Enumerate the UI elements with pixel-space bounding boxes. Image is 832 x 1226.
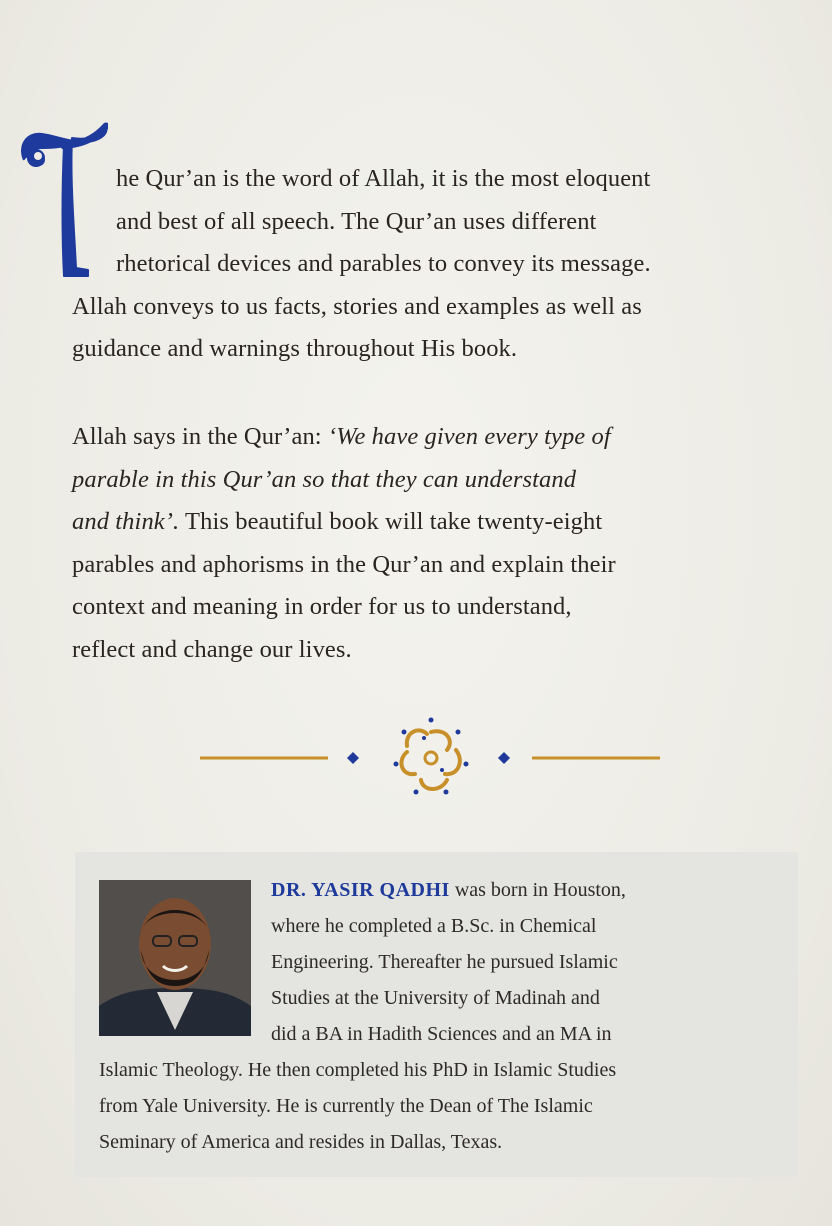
bio-line: Engineering. Thereafter he pursued Islamic: [271, 951, 618, 973]
intro-line: rhetorical devices and parables to convey its message.: [116, 250, 651, 277]
author-bio-text: [99, 872, 789, 1160]
bio-line: Islamic Theology. He then completed his PhD in Islamic Studies: [99, 1059, 617, 1081]
intro-line: he Qur’an is the word of Allah, it is the most eloquent: [116, 165, 651, 192]
quran-quote: and think’.: [72, 508, 180, 535]
book-description: reflect and change our lives.: [72, 635, 352, 663]
book-description: context and meaning in order for us to understand,: [72, 593, 572, 620]
quote-paragraph: [72, 416, 792, 671]
book-description: This beautiful book will take twenty-eight: [179, 508, 603, 535]
bio-line: was born in Houston,: [449, 879, 626, 901]
bio-line: where he completed a B.Sc. in Chemical: [271, 915, 597, 937]
author-bio-box: [75, 852, 798, 1177]
floral-ornament-divider: [196, 712, 666, 804]
intro-line: guidance and warnings throughout His book.: [72, 335, 518, 362]
quote-lead-text: Allah says in the Qur’an:: [72, 423, 328, 450]
intro-line: Allah conveys to us facts, stories and examples as well as: [72, 292, 642, 320]
quran-quote: parable in this Qur’an so that they can understand: [72, 465, 577, 493]
quran-quote: ‘We have given every type of: [327, 423, 611, 450]
author-name: DR. YASIR QADHI: [271, 879, 450, 901]
intro-line: and best of all speech. The Qur’an uses different: [116, 207, 597, 235]
bio-line: from Yale University. He is currently the Dean of The Islamic: [99, 1095, 593, 1117]
intro-paragraph: [72, 158, 792, 371]
bio-line: Studies at the University of Madinah and: [271, 987, 600, 1009]
book-description: parables and aphorisms in the Qur’an and explain their: [72, 550, 616, 578]
bio-line: Seminary of America and resides in Dallas, Texas.: [99, 1131, 503, 1153]
bio-line: did a BA in Hadith Sciences and an MA in: [271, 1023, 612, 1045]
